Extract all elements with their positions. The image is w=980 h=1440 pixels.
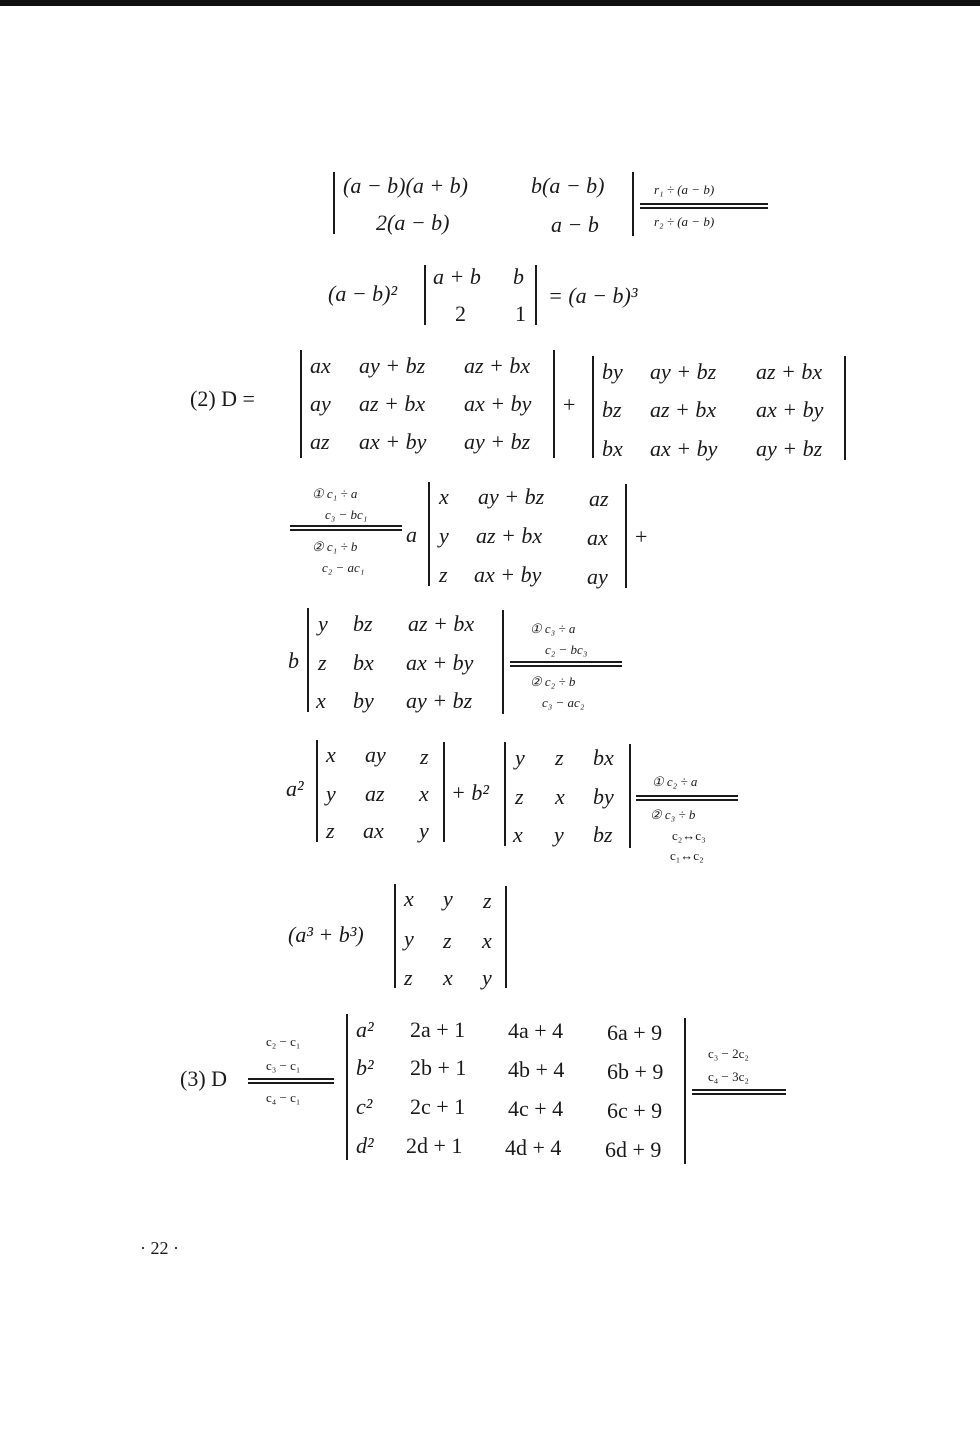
equation-label: (2) D =	[190, 386, 255, 411]
det-cell: z	[439, 562, 448, 587]
det-cell: y	[326, 781, 336, 806]
det-bar-left	[300, 350, 302, 458]
column-operation: c₄ − 3c₂	[708, 1069, 749, 1084]
det-cell: y	[482, 965, 492, 990]
det-cell: 2(a − b)	[376, 210, 450, 235]
equals-rule-bottom	[640, 207, 768, 209]
det-cell: 2b + 1	[410, 1055, 467, 1080]
det-cell: 6b + 9	[607, 1059, 664, 1084]
det-cell: z	[326, 818, 335, 843]
det-cell: 4c + 4	[508, 1096, 564, 1121]
det-cell: x	[555, 784, 565, 809]
column-operation: c₃ − bc₁	[325, 507, 368, 522]
page-number: · 22 ·	[140, 1238, 179, 1258]
det-bar-right	[629, 744, 631, 848]
det-cell: y	[439, 523, 449, 548]
det-cell: x	[326, 742, 336, 767]
det-bar-left	[316, 740, 318, 842]
det-cell: x	[439, 484, 449, 509]
equals-rule-bottom	[636, 799, 738, 801]
det-cell: d²	[356, 1133, 374, 1158]
det-bar-left	[424, 265, 426, 325]
det-bar-right	[632, 172, 634, 236]
equals-rule-bottom	[290, 529, 402, 531]
det-cell: 1	[515, 301, 526, 326]
det-bar-right	[625, 484, 627, 588]
det-cell: bz	[602, 397, 622, 422]
det-cell: az + bx	[408, 611, 475, 636]
column-operation: c₃ − 2c₂	[708, 1046, 749, 1061]
det-cell: 4a + 4	[508, 1018, 564, 1043]
det-cell: 2d + 1	[406, 1133, 463, 1158]
det-cell: x	[404, 886, 414, 911]
det-cell: az	[365, 781, 385, 806]
det-cell: ax + by	[474, 562, 542, 587]
column-operation: ① c₂ ÷ a	[652, 774, 698, 789]
det-cell: by	[593, 784, 614, 809]
det-cell: az	[589, 486, 609, 511]
det-cell: ax + by	[756, 397, 824, 422]
det-cell: az + bx	[464, 353, 531, 378]
det-cell: z	[555, 745, 564, 770]
det-cell: 2c + 1	[410, 1094, 466, 1119]
det-cell: z	[483, 888, 492, 913]
det-cell: x	[419, 781, 429, 806]
equals-rule-bottom	[692, 1093, 786, 1095]
det-bar-left	[504, 742, 506, 846]
det-cell: 6c + 9	[607, 1098, 663, 1123]
equation-label: (3) D	[180, 1066, 228, 1091]
det-cell: z	[443, 928, 452, 953]
det-cell: x	[443, 965, 453, 990]
det-bar-right	[502, 610, 504, 714]
det-cell: z	[515, 784, 524, 809]
det-cell: ay	[365, 742, 386, 767]
factor: b	[288, 648, 299, 673]
det-cell: ay	[310, 391, 331, 416]
det-cell: a − b	[551, 212, 599, 237]
column-operation: c₃ − c₁	[266, 1058, 301, 1073]
det-cell: y	[419, 818, 429, 843]
equals-rule-top	[290, 525, 402, 527]
det-cell: bx	[353, 650, 374, 675]
det-cell: bz	[593, 822, 613, 847]
det-cell: b²	[356, 1055, 374, 1080]
equals-rule-top	[248, 1078, 334, 1080]
det-cell: x	[513, 822, 523, 847]
column-operation: c₂ − bc₃	[545, 642, 588, 657]
det-cell: ax	[587, 525, 608, 550]
det-cell: ay + bz	[464, 429, 531, 454]
row-operation: r₁ ÷ (a − b)	[654, 182, 715, 197]
det-cell: by	[602, 359, 623, 384]
det-bar-right	[553, 350, 555, 458]
det-cell: ay + bz	[478, 484, 545, 509]
det-cell: z	[404, 965, 413, 990]
top-rule	[0, 0, 980, 6]
column-operation: c₂ − c₁	[266, 1034, 301, 1049]
det-bar-left	[394, 884, 396, 988]
det-cell: y	[554, 822, 564, 847]
column-operation: c₂ − ac₁	[322, 560, 365, 575]
det-cell: y	[404, 926, 414, 951]
det-cell: ax + by	[650, 436, 718, 461]
det-cell: ax + by	[464, 391, 532, 416]
det-cell: ax + by	[359, 429, 427, 454]
det-cell: az + bx	[650, 397, 717, 422]
row-operation: r₂ ÷ (a − b)	[654, 214, 715, 229]
det-cell: 4d + 4	[505, 1135, 562, 1160]
column-operation: c₃ − ac₂	[542, 695, 585, 710]
det-cell: y	[515, 745, 525, 770]
det-cell: ax + by	[406, 650, 474, 675]
det-bar-left	[428, 482, 430, 586]
equals-rule-top	[510, 661, 622, 663]
det-cell: bz	[353, 611, 373, 636]
det-cell: ay + bz	[406, 688, 473, 713]
prefix-factor: (a − b)²	[328, 281, 398, 306]
det-cell: ax	[363, 818, 384, 843]
det-cell: ay + bz	[359, 353, 426, 378]
det-cell: c²	[356, 1094, 373, 1119]
det-cell: 6d + 9	[605, 1137, 662, 1162]
plus-sign: +	[635, 524, 648, 549]
equals-rule-top	[640, 203, 768, 205]
det-bar-right	[505, 886, 507, 988]
det-cell: a²	[356, 1017, 374, 1042]
det-cell: az + bx	[359, 391, 426, 416]
det-cell: 2	[455, 301, 466, 326]
column-operation: ② c₁ ÷ b	[312, 539, 358, 554]
result: = (a − b)³	[548, 283, 638, 308]
det-cell: ax	[310, 353, 331, 378]
det-bar-left	[333, 172, 335, 234]
det-cell: a + b	[433, 264, 481, 289]
prefix-factor: (a³ + b³)	[288, 922, 364, 947]
det-cell: (a − b)(a + b)	[343, 173, 468, 198]
det-cell: y	[443, 886, 453, 911]
det-cell: x	[482, 928, 492, 953]
det-cell: z	[318, 650, 327, 675]
det-bar-right	[844, 356, 846, 460]
factor: a²	[286, 776, 304, 801]
det-cell: bx	[593, 745, 614, 770]
det-bar-left	[307, 608, 309, 712]
det-cell: b	[513, 264, 524, 289]
equals-rule-bottom	[510, 665, 622, 667]
column-operation: ① c₃ ÷ a	[530, 621, 576, 636]
det-cell: 4b + 4	[508, 1057, 565, 1082]
column-operation: c₄ − c₁	[266, 1090, 301, 1105]
det-bar-right	[535, 265, 537, 325]
det-cell: 2a + 1	[410, 1017, 466, 1042]
det-cell: x	[316, 688, 326, 713]
plus-sign: +	[563, 392, 576, 417]
column-operation: ② c₃ ÷ b	[650, 807, 696, 822]
det-cell: b(a − b)	[531, 173, 605, 198]
det-cell: by	[353, 688, 374, 713]
equals-rule-top	[692, 1089, 786, 1091]
column-operation: ① c₁ ÷ a	[312, 486, 358, 501]
det-cell: 6a + 9	[607, 1020, 663, 1045]
det-bar-left	[592, 356, 594, 458]
det-cell: y	[318, 611, 328, 636]
equals-rule-top	[636, 795, 738, 797]
det-cell: z	[420, 744, 429, 769]
det-cell: ay + bz	[756, 436, 823, 461]
plus-term: + b²	[451, 780, 489, 805]
det-cell: ay + bz	[650, 359, 717, 384]
factor: a	[406, 522, 417, 547]
det-cell: bx	[602, 436, 623, 461]
det-bar-right	[443, 742, 445, 842]
det-cell: az + bx	[476, 523, 543, 548]
equals-rule-bottom	[248, 1082, 334, 1084]
det-cell: az	[310, 429, 330, 454]
column-operation: ② c₂ ÷ b	[530, 674, 576, 689]
det-cell: ay	[587, 564, 608, 589]
det-bar-right	[684, 1018, 686, 1164]
column-operation: c₂↔c₃	[672, 828, 706, 843]
det-cell: az + bx	[756, 359, 823, 384]
det-bar-left	[346, 1014, 348, 1160]
column-operation: c₁↔c₂	[670, 848, 704, 863]
